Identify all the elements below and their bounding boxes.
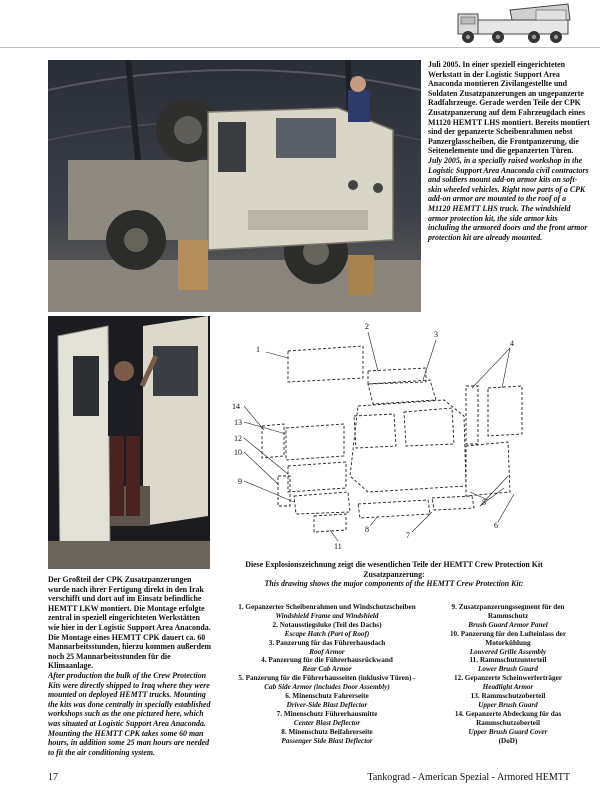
photo-worker-cab-door: [48, 316, 210, 569]
legend-item-1: 1. Gepanzerter Scheibenrahmen und Windschutzscheiben Windshield Frame and Windshield: [238, 603, 416, 620]
page-number: 17: [48, 772, 58, 783]
diagram-callout-7: 7: [406, 531, 410, 540]
legend-item-7: 7. Minenschutz Führerhausmitte Center Blast Deflector: [276, 709, 378, 727]
header-rule: [0, 47, 600, 48]
exploded-diagram-crew-protection-kit: [218, 316, 570, 556]
bottom-left-caption-de: Der Großteil der CPK Zusatzpanzerungen wurde nach ihrer Fertigung direkt in den Irak verschifft und dort auf im Einsatz befindliche HEMTT LKW montiert. Die Montage erfolgte zentral in speziell eingerichteten Werkstätten wie hier in der Logistic Support Area Anaconda. Die Montage eines HEMTT CPK dauert ca. 60 Mannarbeitsstunden, hierzu kommen außerdem noch 25 Mannarbeitsstunden für die Klimaanlage.: [48, 575, 212, 671]
legend-item-11: 11. Rammschutzunterteil Lower Brush Guard: [469, 656, 547, 674]
legend-item-13: 13. Rammschutzoberteil Upper Brush Guard: [470, 692, 546, 709]
legend-item-14: 14. Gepanzerte Abdeckung für das Rammschutzoberteil Upper Brush Guard Cover: [454, 709, 562, 736]
top-caption: [428, 60, 590, 242]
legend-item-4: 4. Panzerung für die Führerhausrückwand Rear Cab Armor: [261, 656, 393, 674]
diagram-callout-10: 10: [234, 448, 242, 457]
diagram-callout-12: 12: [234, 434, 242, 443]
diagram-callout-6: 6: [494, 521, 498, 530]
diagram-callout-14: 14: [232, 402, 240, 411]
legend-item-2: 2. Notausstiegsluke (Teil des Dachs) Escape Hatch (Part of Roof): [272, 620, 382, 638]
top-caption-en: July 2005, in a specially raised workshop in the Logistic Support Area Anaconda civil contractors and soldiers mount add-on armor kits on soft-skin wheeled vehicles. Right now parts of a CPK add-on armor are mounted to the roof of a M1120 HEMTT LHS truck. The windshield armor protection kit, the side armor kits including the armored doors and the front armor protection kit are already mounted.: [428, 155, 589, 242]
diagram-caption-en: This drawing shows the major components of the HEMTT Crew Protection Kit:: [264, 579, 524, 589]
diagram-callout-8: 8: [365, 525, 369, 534]
diagram-callout-2: 2: [365, 322, 369, 331]
header-truck-thumbnail: [440, 0, 598, 46]
footer-title: Tankograd - American Spezial - Armored HEMTT: [367, 772, 570, 783]
photo-workshop-hemtt-roof-armor: [48, 60, 421, 312]
legend-right-column: [438, 603, 578, 746]
diagram-callout-11: 11: [334, 542, 342, 551]
diagram-callout-1: 1: [256, 345, 260, 354]
bottom-left-caption: [48, 575, 213, 757]
bottom-left-caption-en: After production the bulk of the Crew Protection Kits were directly shipped to Iraq where they were mounted on deployed HEMTT trucks. Mounting the kits was done centrally in specially established workshops such as the one pictured here, which was situated at Logistic Support Area Anaconda. Mounting the HEMTT CPK takes some 60 man hours, in addition some 25 man hours are needed to fit the air conditioning system.: [48, 670, 211, 757]
legend-item-9: 9. Zusatzpanzerungssegment für den Rammschutz Brush Guard Armor Panel: [451, 603, 565, 629]
top-caption-de: Juli 2005. In einer speziell eingerichteten Werkstatt in der Logistic Support Area Anaconda montieren Zivilangestellte und Soldaten Zusatzpanzerungen an ungepanzerte Radfahrzeuge. Gerade werden Teile der CPK Zusatzpanzerung auf dem Fahrzeugdach eines M1120 HEMTT LHS montiert. Bereits montiert sind der gepanzerte Scheibenrahmen nebst Panzerglasscheiben, die Frontpanzerung, die Seitenelemente und die gepanzerten Türen.: [428, 60, 590, 156]
legend-left-column: [222, 603, 432, 746]
diagram-caption-de: Diese Explosionszeichnung zeigt die wesentlichen Teile der HEMTT Crew Protection Kit Zusatzpanzerung:: [245, 560, 543, 579]
legend-item-12: 12. Gepanzerte Scheinwerferträger Headlight Armor: [454, 674, 562, 692]
legend-item-6: 6. Minenschutz Fahrerseite Driver-Side Blast Deflector: [285, 692, 369, 709]
diagram-callout-9: 9: [238, 477, 242, 486]
diagram-callout-4: 4: [510, 339, 514, 348]
legend-item-3: 3. Panzerung für das Führerhausdach Roof Armor: [268, 638, 386, 656]
legend-item-10: 10. Panzerung für den Lufteinlass der Motorkühlung Louvered Grille Assembly: [449, 629, 567, 656]
diagram-callout-3: 3: [434, 330, 438, 339]
legend-item-8: 8. Minenschutz Beifahrerseite Passenger Side Blast Deflector: [281, 727, 373, 745]
legend-item-5: 5. Panzerung für die Führerhausseiten (inklusive Türen) - Cab Side Armor (includes Door Assembly): [238, 674, 416, 692]
truck-silhouette-icon: [440, 0, 598, 46]
diagram-drawing: [218, 316, 570, 556]
diagram-callout-5: 5: [482, 498, 486, 507]
diagram-callout-13: 13: [234, 418, 242, 427]
legend-source: (DoD): [498, 736, 518, 745]
diagram-caption: [220, 560, 568, 589]
